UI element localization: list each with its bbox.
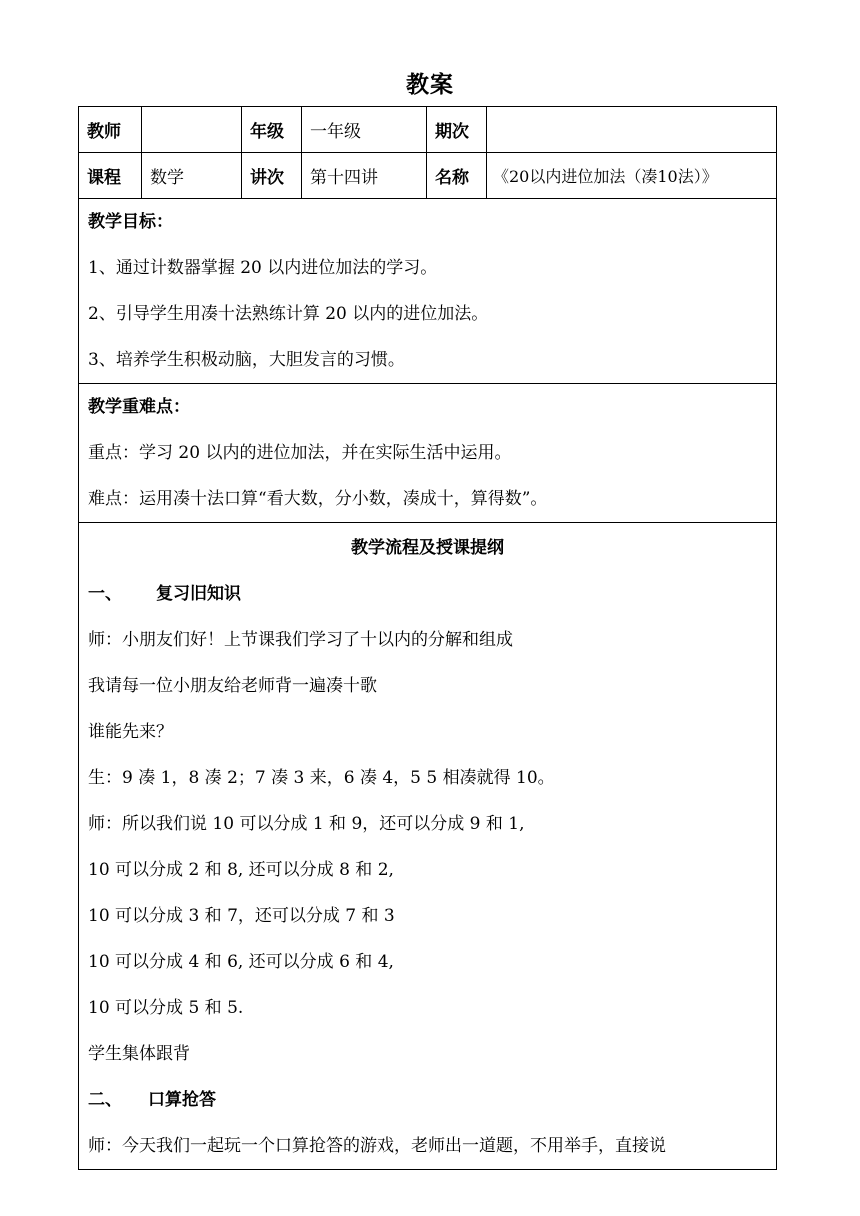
flow-line: 10 可以分成 3 和 7，还可以分成 7 和 3 — [88, 906, 395, 926]
period-value — [487, 107, 777, 153]
key-point-item: 重点：学习 20 以内的进位加法，并在实际生活中运用。 — [88, 443, 512, 463]
objectives-heading: 教学目标： — [88, 212, 173, 232]
teacher-value — [142, 107, 242, 153]
flow-section — [79, 523, 777, 1170]
key-points-heading: 教学重难点： — [88, 397, 190, 417]
period-label: 期次 — [427, 107, 487, 153]
flow-line: 我请每一位小朋友给老师背一遍凑十歌 — [88, 676, 377, 696]
objective-item: 2、引导学生用凑十法熟练计算 20 以内的进位加法。 — [88, 304, 489, 324]
flow-line: 师：小朋友们好！上节课我们学习了十以内的分解和组成 — [88, 630, 513, 650]
page-title: 教案 — [406, 72, 454, 98]
lesson-plan-table — [78, 106, 777, 1170]
key-point-item: 难点：运用凑十法口算“看大数，分小数，凑成十，算得数”。 — [88, 489, 548, 509]
section-2-heading — [79, 1077, 776, 1123]
flow-line: 生：9 凑 1，8 凑 2；7 凑 3 来，6 凑 4，5 5 相凑就得 10。 — [88, 768, 555, 788]
info-row-2 — [79, 153, 777, 199]
flow-line: 谁能先来？ — [88, 722, 173, 742]
course-label: 课程 — [79, 153, 142, 199]
flow-line: 师：所以我们说 10 可以分成 1 和 9，还可以分成 9 和 1, — [88, 814, 525, 834]
section-2-number: 二、 — [88, 1090, 122, 1110]
objectives-row — [79, 199, 777, 384]
name-value: 《20以内进位加法（凑10法）》 — [487, 153, 777, 199]
flow-heading: 教学流程及授课提纲 — [351, 538, 504, 558]
section-2-title: 口算抢答 — [148, 1090, 216, 1110]
flow-line: 学生集体跟背 — [88, 1044, 190, 1064]
key-points-row — [79, 384, 777, 523]
objective-item: 1、通过计数器掌握 20 以内进位加法的学习。 — [88, 258, 438, 278]
flow-line: 10 可以分成 5 和 5. — [88, 998, 244, 1018]
grade-value: 一年级 — [302, 107, 427, 153]
section-1-heading — [79, 571, 776, 617]
key-points-section — [79, 384, 777, 523]
section-1-title: 复习旧知识 — [156, 584, 241, 604]
flow-row — [79, 523, 777, 1170]
lecture-value: 第十四讲 — [302, 153, 427, 199]
lecture-label: 讲次 — [242, 153, 302, 199]
flow-line: 10 可以分成 4 和 6, 还可以分成 6 和 4, — [88, 952, 394, 972]
name-label: 名称 — [427, 153, 487, 199]
teacher-label: 教师 — [79, 107, 142, 153]
info-row-1 — [79, 107, 777, 153]
objectives-section — [79, 199, 777, 384]
flow-line: 师：今天我们一起玩一个口算抢答的游戏，老师出一道题，不用举手，直接说 — [88, 1136, 666, 1156]
section-1-number: 一、 — [88, 584, 122, 604]
flow-line: 10 可以分成 2 和 8, 还可以分成 8 和 2, — [88, 860, 394, 880]
grade-label: 年级 — [242, 107, 302, 153]
objective-item: 3、培养学生积极动脑，大胆发言的习惯。 — [88, 350, 405, 370]
course-value: 数学 — [142, 153, 242, 199]
